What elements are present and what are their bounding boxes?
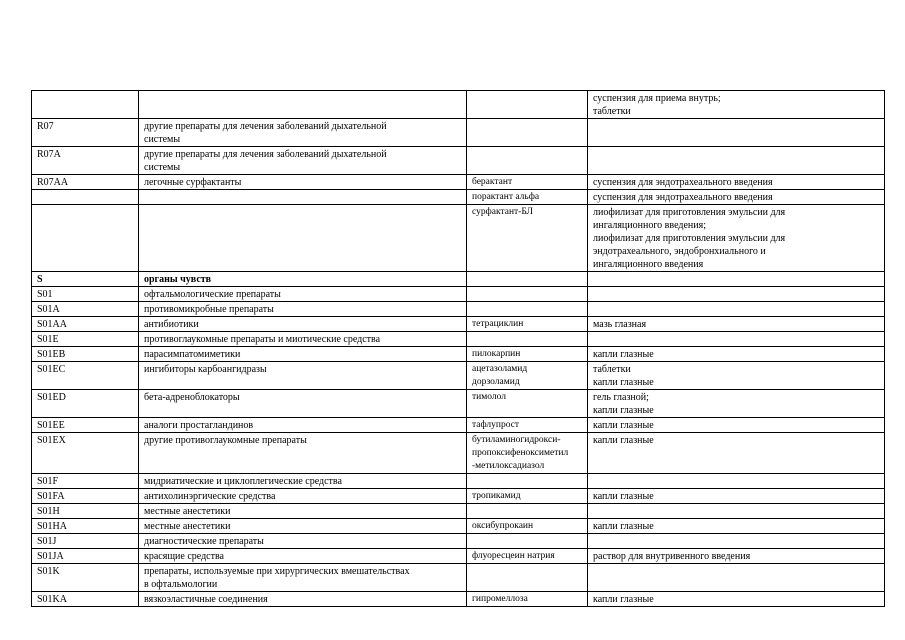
inn-cell: [467, 474, 588, 489]
inn-cell: тропикамид: [467, 489, 588, 504]
dosage-form-cell: [588, 564, 885, 592]
atc-code-cell: [32, 190, 139, 205]
group-name-cell: антибиотики: [139, 317, 467, 332]
atc-code-cell: S01F: [32, 474, 139, 489]
table-row: [32, 433, 885, 474]
atc-code-cell: S01: [32, 287, 139, 302]
inn-cell: гипромеллоза: [467, 592, 588, 607]
dosage-form-cell: капли глазные: [588, 418, 885, 433]
group-name-cell: другие противоглаукомные препараты: [139, 433, 467, 474]
atc-code-cell: S01ED: [32, 390, 139, 418]
dosage-form-cell: капли глазные: [588, 347, 885, 362]
table-row: [32, 190, 885, 205]
dosage-form-cell: [588, 147, 885, 175]
atc-code-cell: S01J: [32, 534, 139, 549]
inn-cell: [467, 534, 588, 549]
table-row: [32, 474, 885, 489]
group-name-cell: противоглаукомные препараты и миотические средства: [139, 332, 467, 347]
group-name-cell: [139, 91, 467, 119]
inn-cell: [467, 147, 588, 175]
inn-cell: тафлупрост: [467, 418, 588, 433]
group-name-cell: местные анестетики: [139, 519, 467, 534]
table-row: [32, 519, 885, 534]
inn-cell: порактант альфа: [467, 190, 588, 205]
inn-cell: [467, 91, 588, 119]
group-name-cell: противомикробные препараты: [139, 302, 467, 317]
group-name-cell: бета-адреноблокаторы: [139, 390, 467, 418]
inn-cell: [467, 302, 588, 317]
group-name-cell: вязкоэластичные соединения: [139, 592, 467, 607]
inn-cell: [467, 504, 588, 519]
atc-code-cell: S01E: [32, 332, 139, 347]
table-row: [32, 119, 885, 147]
atc-code-cell: R07: [32, 119, 139, 147]
table-row: [32, 592, 885, 607]
group-name-cell: [139, 205, 467, 272]
atc-code-cell: S01H: [32, 504, 139, 519]
table-row: [32, 175, 885, 190]
group-name-cell: другие препараты для лечения заболеваний дыхательной системы: [139, 119, 467, 147]
dosage-form-cell: капли глазные: [588, 592, 885, 607]
atc-code-cell: S: [32, 272, 139, 287]
dosage-form-cell: капли глазные: [588, 519, 885, 534]
dosage-form-cell: [588, 332, 885, 347]
group-name-cell: другие препараты для лечения заболеваний дыхательной системы: [139, 147, 467, 175]
group-name-cell: местные анестетики: [139, 504, 467, 519]
inn-cell: флуоресцеин натрия: [467, 549, 588, 564]
group-name-cell: органы чувств: [139, 272, 467, 287]
atc-code-cell: S01AA: [32, 317, 139, 332]
dosage-form-cell: раствор для внутривенного введения: [588, 549, 885, 564]
atc-code-cell: S01KA: [32, 592, 139, 607]
atc-code-cell: R07A: [32, 147, 139, 175]
inn-cell: тимолол: [467, 390, 588, 418]
table-row: [32, 287, 885, 302]
group-name-cell: антихолинэргические средства: [139, 489, 467, 504]
table-row: [32, 205, 885, 272]
group-name-cell: мидриатические и циклоплегические средства: [139, 474, 467, 489]
inn-cell: бутиламиногидрокси- пропоксифеноксиметил -метилоксадиазол: [467, 433, 588, 474]
group-name-cell: ингибиторы карбоангидразы: [139, 362, 467, 390]
atc-code-cell: [32, 205, 139, 272]
inn-cell: [467, 272, 588, 287]
dosage-form-cell: [588, 302, 885, 317]
dosage-form-cell: [588, 534, 885, 549]
table-body: [32, 91, 885, 607]
table-row: [32, 347, 885, 362]
dosage-form-cell: таблетки капли глазные: [588, 362, 885, 390]
dosage-form-cell: капли глазные: [588, 489, 885, 504]
table-row: [32, 504, 885, 519]
table-row: [32, 272, 885, 287]
atc-code-cell: S01A: [32, 302, 139, 317]
atc-code-cell: [32, 91, 139, 119]
inn-cell: ацетазоламид дорзоламид: [467, 362, 588, 390]
table-row: [32, 549, 885, 564]
inn-cell: [467, 564, 588, 592]
table-row: [32, 564, 885, 592]
group-name-cell: легочные сурфактанты: [139, 175, 467, 190]
table-row: [32, 332, 885, 347]
atc-code-cell: S01HA: [32, 519, 139, 534]
table-row: [32, 534, 885, 549]
inn-cell: оксибупрокаин: [467, 519, 588, 534]
atc-code-cell: S01EE: [32, 418, 139, 433]
atc-code-cell: S01K: [32, 564, 139, 592]
group-name-cell: парасимпатомиметики: [139, 347, 467, 362]
group-name-cell: аналоги простагландинов: [139, 418, 467, 433]
group-name-cell: офтальмологические препараты: [139, 287, 467, 302]
table-row: [32, 418, 885, 433]
table-row: [32, 302, 885, 317]
dosage-form-cell: [588, 287, 885, 302]
atc-code-cell: S01EB: [32, 347, 139, 362]
drug-table: [31, 90, 885, 607]
dosage-form-cell: гель глазной; капли глазные: [588, 390, 885, 418]
inn-cell: сурфактант-БЛ: [467, 205, 588, 272]
dosage-form-cell: [588, 474, 885, 489]
dosage-form-cell: суспензия для эндотрахеального введения: [588, 190, 885, 205]
table-row: [32, 91, 885, 119]
dosage-form-cell: лиофилизат для приготовления эмульсии для ингаляционного введения; лиофилизат для приготовления эмульсии для эндотрахеального, эндобронхиального и ингаляционного введения: [588, 205, 885, 272]
atc-code-cell: S01EX: [32, 433, 139, 474]
atc-code-cell: S01JA: [32, 549, 139, 564]
inn-cell: [467, 332, 588, 347]
table-row: [32, 317, 885, 332]
inn-cell: [467, 119, 588, 147]
table-row: [32, 147, 885, 175]
inn-cell: [467, 287, 588, 302]
group-name-cell: красящие средства: [139, 549, 467, 564]
dosage-form-cell: мазь глазная: [588, 317, 885, 332]
dosage-form-cell: капли глазные: [588, 433, 885, 474]
dosage-form-cell: [588, 272, 885, 287]
inn-cell: пилокарпин: [467, 347, 588, 362]
dosage-form-cell: суспензия для эндотрахеального введения: [588, 175, 885, 190]
dosage-form-cell: [588, 119, 885, 147]
table-row: [32, 489, 885, 504]
dosage-form-cell: суспензия для приема внутрь; таблетки: [588, 91, 885, 119]
table-row: [32, 362, 885, 390]
dosage-form-cell: [588, 504, 885, 519]
atc-code-cell: R07AA: [32, 175, 139, 190]
atc-code-cell: S01EC: [32, 362, 139, 390]
table-row: [32, 390, 885, 418]
inn-cell: берактант: [467, 175, 588, 190]
group-name-cell: препараты, используемые при хирургических вмешательствах в офтальмологии: [139, 564, 467, 592]
atc-code-cell: S01FA: [32, 489, 139, 504]
group-name-cell: [139, 190, 467, 205]
inn-cell: тетрациклин: [467, 317, 588, 332]
group-name-cell: диагностические препараты: [139, 534, 467, 549]
